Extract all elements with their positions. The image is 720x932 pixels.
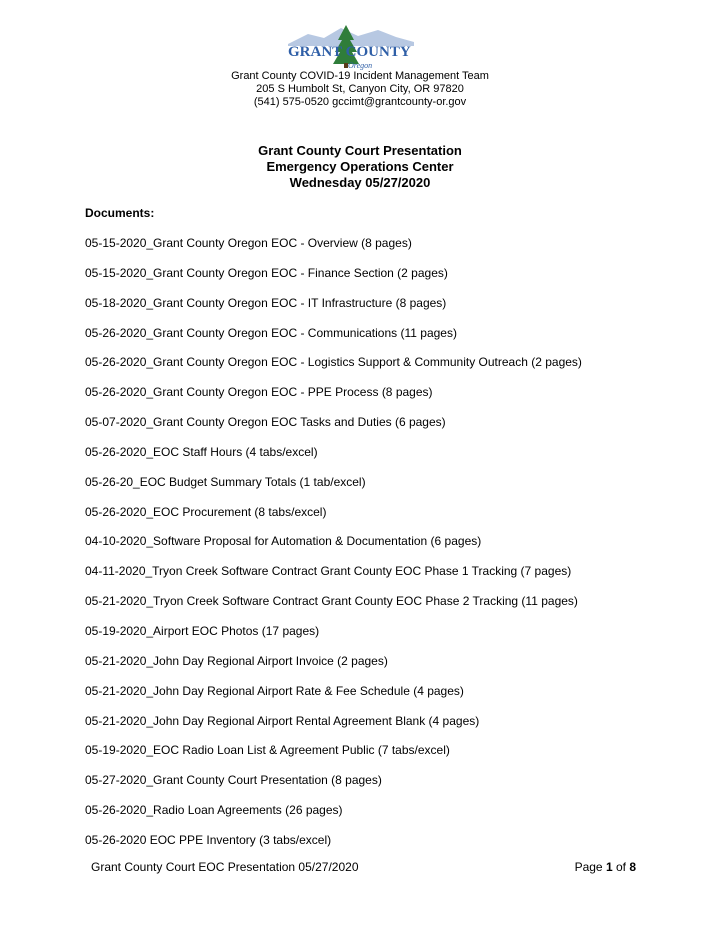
logo-subtext: Oregon [348,61,373,70]
document-item: 05-26-2020_EOC Procurement (8 tabs/excel) [85,504,327,519]
page-current: 1 [605,860,613,874]
document-item: 05-26-2020_Grant County Oregon EOC - Communications (11 pages) [85,325,457,340]
document-item: 05-27-2020_Grant County Court Presentation (8 pages) [85,773,382,788]
page-prefix: Page [574,860,606,874]
document-item: 05-19-2020_Airport EOC Photos (17 pages) [85,623,320,638]
org-contact: (541) 575-0520 gccimt@grantcounty-or.gov [253,96,467,108]
document-item: 05-21-2020_John Day Regional Airport Rate & Fee Schedule (4 pages) [85,683,464,698]
document-item: 05-26-2020_EOC Staff Hours (4 tabs/excel) [85,444,318,459]
document-item: 05-21-2020_Tryon Creek Software Contract Grant County EOC Phase 2 Tracking (11 pages) [85,594,578,609]
document-item: 05-26-2020 EOC PPE Inventory (3 tabs/excel) [85,832,332,847]
page-total: 8 [629,860,636,874]
page-number [575,860,636,874]
document-item: 05-21-2020_John Day Regional Airport Rental Agreement Blank (4 pages) [85,713,480,728]
logo-graphic [286,22,416,70]
document-item: 05-15-2020_Grant County Oregon EOC - Finance Section (2 pages) [85,265,448,280]
document-item: 05-15-2020_Grant County Oregon EOC - Overview (8 pages) [85,236,412,250]
document-item: 05-26-2020_Radio Loan Agreements (26 pages) [85,803,343,818]
document-item: 05-26-2020_Grant County Oregon EOC - Logistics Support & Community Outreach (2 pages) [85,355,582,370]
title-line-1: Grant County Court Presentation [258,143,462,158]
documents-list [85,236,582,863]
document-item: 04-11-2020_Tryon Creek Software Contract Grant County EOC Phase 1 Tracking (7 pages) [85,564,572,579]
org-address: 205 S Humbolt St, Canyon City, OR 97820 [256,83,464,95]
document-item: 05-26-20_EOC Budget Summary Totals (1 tab/excel) [85,474,366,489]
logo-text: GRANT COUNTY [288,44,411,60]
document-item: 05-19-2020_EOC Radio Loan List & Agreement Public (7 tabs/excel) [85,743,450,758]
document-item: 04-10-2020_Software Proposal for Automation & Documentation (6 pages) [85,534,482,549]
org-name: Grant County COVID-19 Incident Management Team [231,70,489,82]
page-of: of [612,860,630,874]
documents-label: Documents: [85,206,155,220]
footer-title: Grant County Court EOC Presentation 05/27/2020 [91,860,359,874]
document-item: 05-07-2020_Grant County Oregon EOC Tasks and Duties (6 pages) [85,415,446,430]
title-line-2: Emergency Operations Center [266,159,454,174]
grant-county-logo [286,22,416,70]
title-line-3: Wednesday 05/27/2020 [289,175,431,190]
document-item: 05-26-2020_Grant County Oregon EOC - PPE Process (8 pages) [85,385,433,400]
document-item: 05-18-2020_Grant County Oregon EOC - IT Infrastructure (8 pages) [85,295,447,310]
document-item: 05-21-2020_John Day Regional Airport Invoice (2 pages) [85,653,388,668]
